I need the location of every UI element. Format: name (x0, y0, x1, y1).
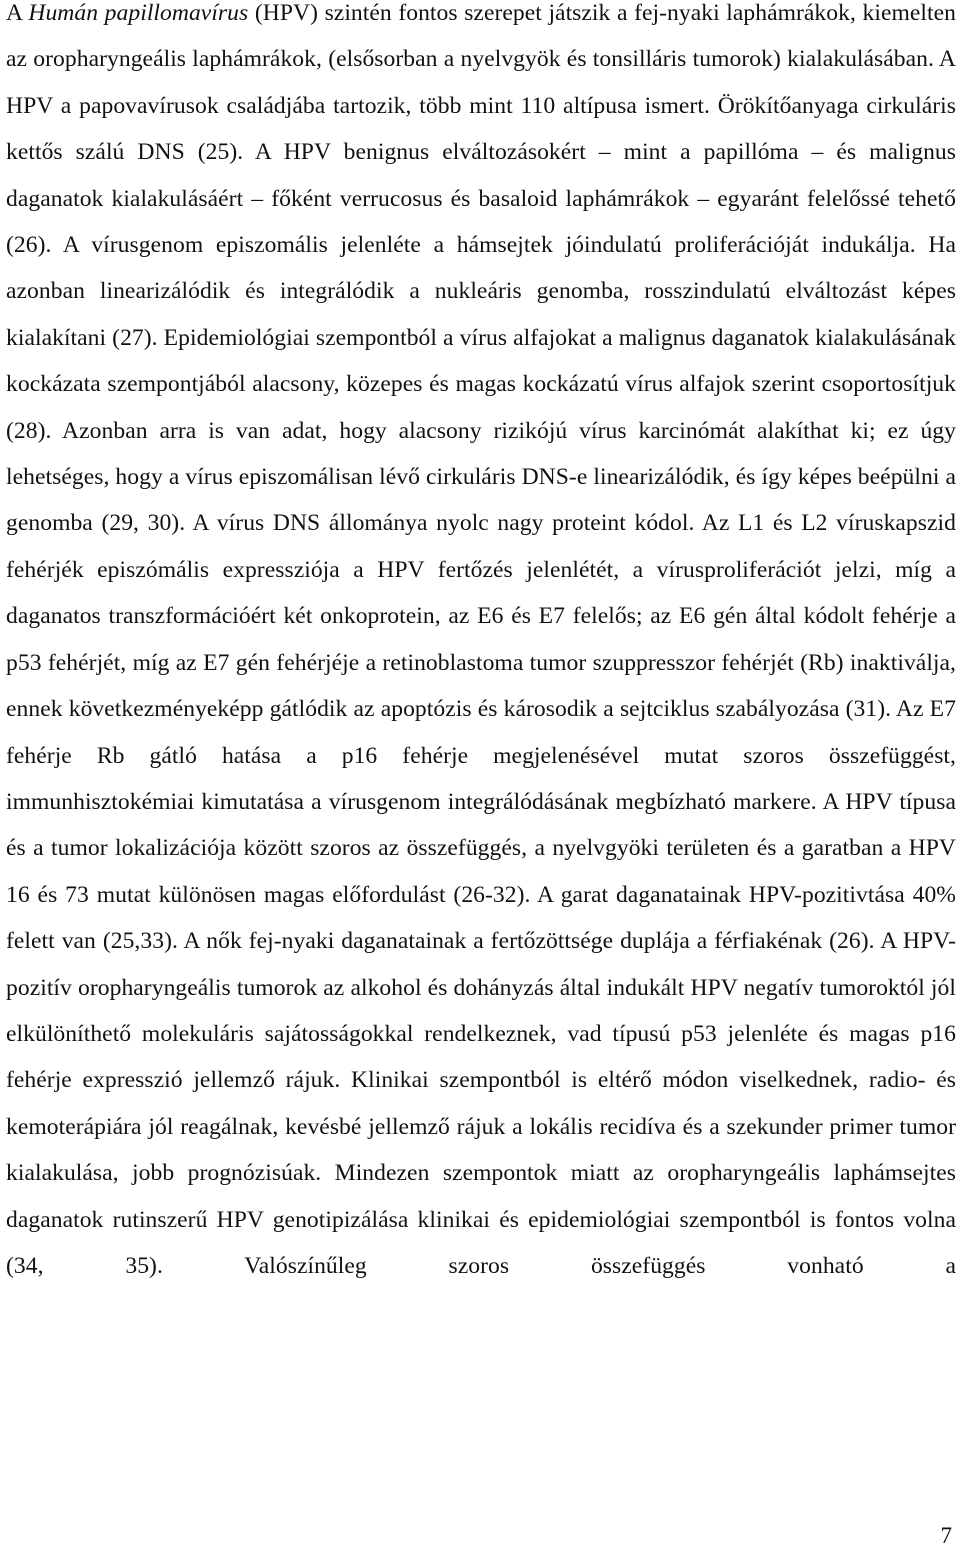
page-number: 7 (940, 1523, 952, 1548)
paragraph-text: (HPV) szintén fontos szerepet játszik a fej-nyaki laphámrákok, kiemelten az oropharyngeális laphámrákok, (elsősorban a nyelvgyök és tonsilláris tumorok) kialakulásában. A HPV a papovavírusok családjába tartozik, több mint 110 altípusa ismert. Örökítőanyaga cirkuláris kettős szálú DNS (25). A HPV benignus elváltozásokért – mint a papillóma – és malignus daganatok kialakulásáért – főként verrucosus és basaloid laphámrákok – egyaránt felelőssé tehető (26). A vírusgenom episzomális jelenléte a hámsejtek jóindulatú proliferációját indukálja. Ha azonban linearizálódik és integrálódik a nukleáris genomba, rosszindulatú elváltozást képes kialakítani (27). Epidemiológiai szempontból a vírus alfajokat a malignus daganatok kialakulásának kockázata szempontjából alacsony, közepes és magas kockázatú vírus alfajok szerint csoportosítjuk (28). Azonban arra is van adat, hogy alacsony rizikójú vírus karcinómát alakíthat ki; ez úgy lehetséges, hogy a vírus episzomálisan lévő cirkuláris DNS-e linearizálódik, és így képes beépülni a genomba (29, 30). A vírus DNS állománya nyolc nagy proteint kódol. Az L1 és L2 víruskapszid fehérjék episzómális expressziója a HPV fertőzés jelenlétét, a vírusproliferációt jelzi, míg a daganatos transzformációért két onkoprotein, az E6 és E7 felelős; az E6 gén által kódolt fehérje a p53 fehérjét, míg az E7 gén fehérjéje a retinoblastoma tumor szuppresszor fehérjét (Rb) inaktiválja, ennek következményeképp gátlódik az apoptózis és károsodik a sejtciklus szabályozása (31). Az E7 fehérje Rb gátló hatása a p16 fehérje megjelenésével mutat szoros összefüggést, immunhisztokémiai kimutatása a vírusgenom integrálódásának megbízható markere. A HPV típusa és a tumor lokalizációja között szoros az összefüggés, a nyelvgyöki területen és a garatban a HPV 16 és 73 mutat különösen magas előfordulást (26-32). A garat daganatainak HPV-pozitivtása 40% felett van (25,33). A nők fej-nyaki daganatainak a fertőzöttsége duplája a férfiakénak (26). A HPV-pozitív oropharyngeális tumorok az alkohol és dohányzás által indukált HPV negatív tumoroktól jól elkülöníthető molekuláris sajátosságokkal rendelkeznek, vad típusú p53 jelenléte és magas p16 fehérje expresszió jellemző rájuk. Klinikai szempontból is eltérő módon viselkednek, radio- és kemoterápiára jól reagálnak, kevésbé jellemző rájuk a lokális recidíva és a szekunder primer tumor kialakulása, jobb prognózisúak. Mindezen szempontok miatt az oropharyngeális laphámsejtes daganatok rutinszerű HPV genotipizálása klinikai és epidemiológiai szempontból is fontos volna (34, 35). Valószínűleg szoros összefüggés vonható a (6, 0, 956, 1279)
paragraph-lead: A (6, 0, 29, 26)
italic-term-hpv: Humán papillomavírus (28, 0, 249, 26)
body-paragraph (6, 0, 956, 1289)
